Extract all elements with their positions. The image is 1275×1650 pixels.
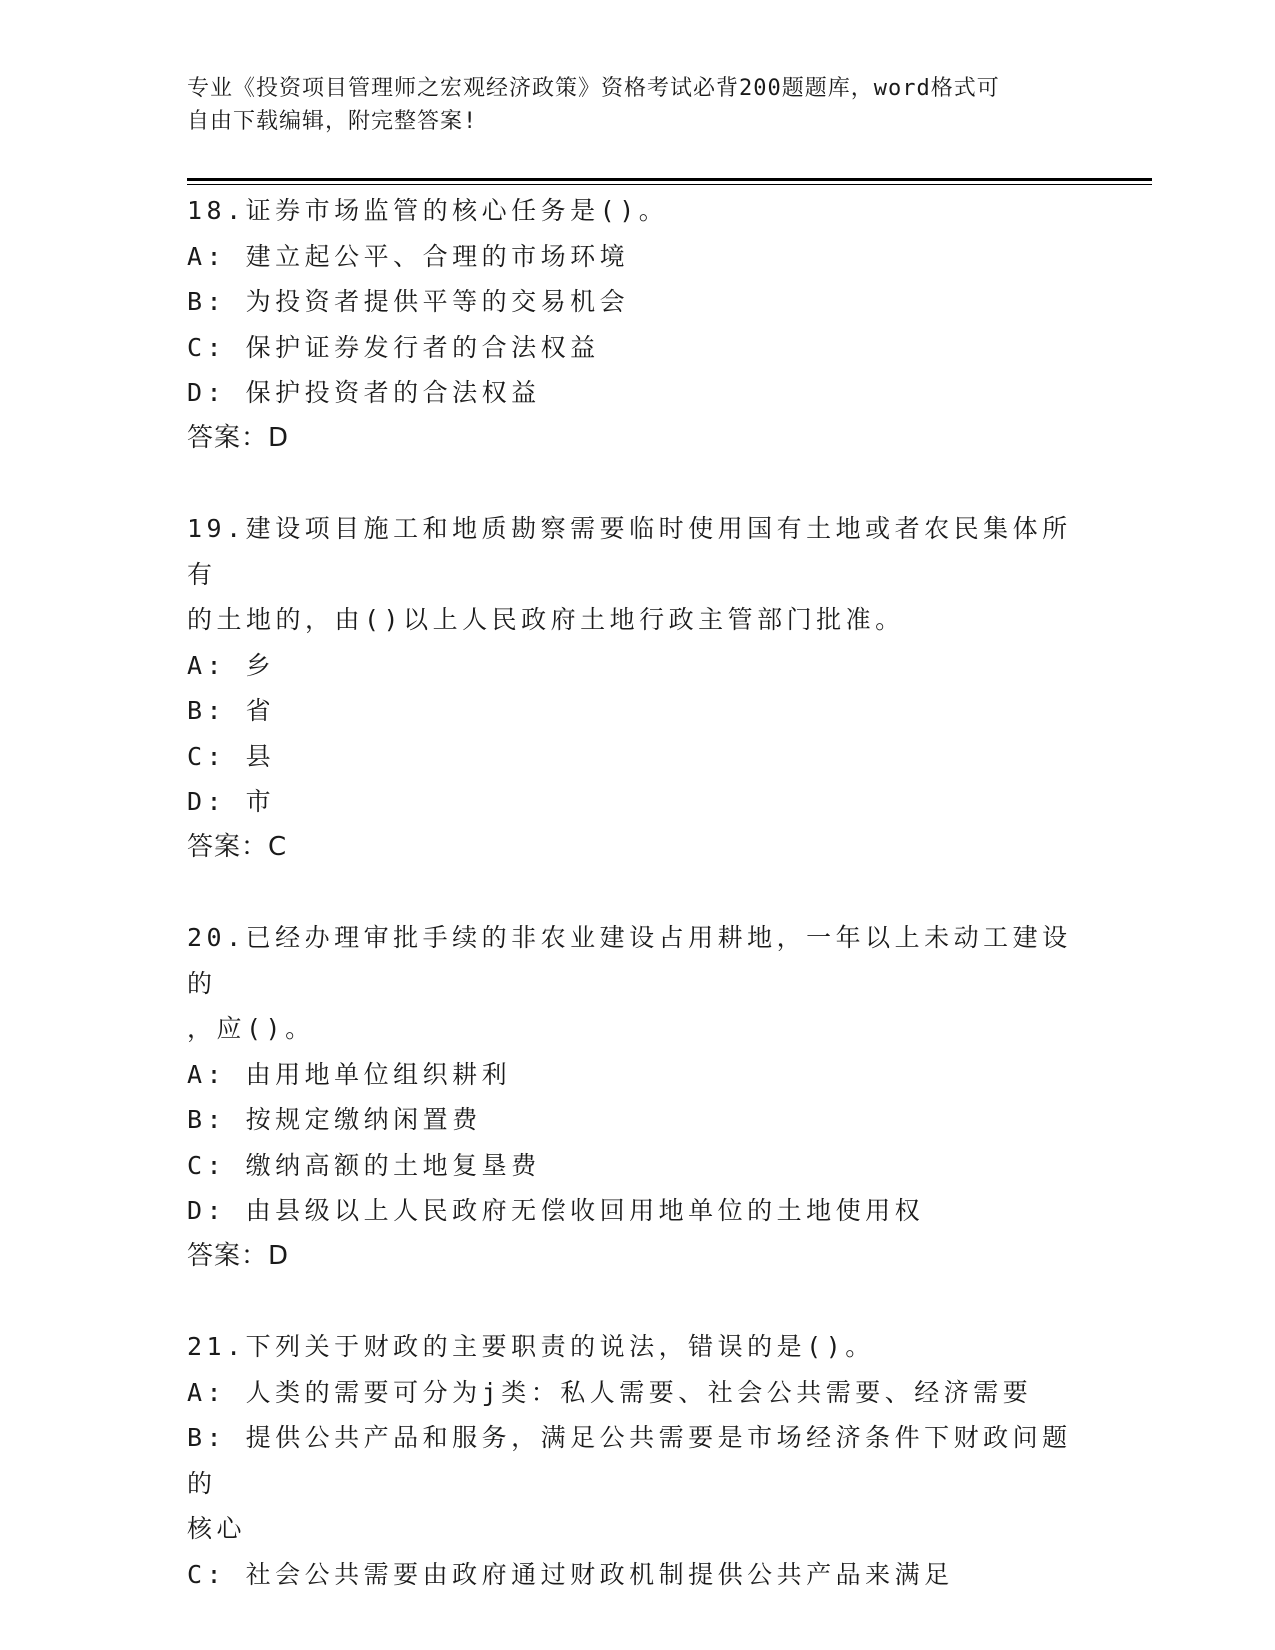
- option-text: 省: [245, 696, 276, 725]
- header-line-1: 专业《投资项目管理师之宏观经济政策》资格考试必背200题题库，word格式可: [187, 76, 1000, 101]
- option-text: 为投资者提供平等的交易机会: [245, 287, 630, 316]
- answer-line: 答案：C: [187, 831, 288, 862]
- option-label: D:: [187, 787, 246, 816]
- question-stem: 19.建设项目施工和地质勘察需要临时使用国有土地或者农民集体所有: [187, 514, 1072, 589]
- question-21: [187, 1324, 1087, 1597]
- option-label: C:: [187, 1559, 246, 1589]
- question-20: [187, 915, 1087, 1279]
- option-c: [187, 1143, 1087, 1189]
- option-label: C:: [187, 332, 246, 362]
- header-divider-thin: [187, 184, 1152, 185]
- option-a: [187, 234, 1087, 280]
- option-b: [187, 279, 1087, 325]
- option-b: [187, 1097, 1087, 1143]
- option-c: [187, 325, 1087, 371]
- option-a: [187, 1052, 1087, 1098]
- option-label: B:: [187, 1105, 246, 1134]
- option-c: [187, 1552, 1087, 1598]
- option-c: [187, 734, 1087, 780]
- option-a: [187, 1370, 1087, 1416]
- question-stem-continued: 的土地的，由()以上人民政府土地行政主管部门批准。: [187, 605, 905, 634]
- option-label: B:: [187, 1423, 246, 1452]
- option-b: [187, 688, 1087, 734]
- header-divider-thick: [187, 178, 1152, 181]
- option-d: [187, 779, 1087, 825]
- option-label: D:: [187, 378, 246, 407]
- question-stem: 20.已经办理审批手续的非农业建设占用耕地，一年以上未动工建设的: [187, 923, 1072, 998]
- option-label: A:: [187, 1377, 246, 1407]
- question-18: [187, 188, 1087, 461]
- question-stem: 21.下列关于财政的主要职责的说法，错误的是()。: [187, 1332, 875, 1361]
- option-text: 县: [245, 741, 276, 771]
- document-header: [187, 72, 1087, 138]
- option-label: A:: [187, 241, 246, 271]
- question-list: [187, 188, 1087, 1597]
- option-text: 保护投资者的合法权益: [245, 378, 541, 407]
- option-text: 由用地单位组织耕利: [245, 1059, 512, 1089]
- answer-line: 答案：D: [187, 422, 290, 453]
- option-label: A:: [187, 1059, 246, 1089]
- option-text: 保护证券发行者的合法权益: [245, 332, 600, 362]
- option-text: 按规定缴纳闲置费: [245, 1105, 482, 1134]
- question-19: [187, 506, 1087, 870]
- option-d: [187, 370, 1087, 416]
- option-text: 核心: [187, 1514, 247, 1543]
- option-text: 人类的需要可分为j类：私人需要、社会公共需要、经济需要: [245, 1377, 1033, 1407]
- option-b: [187, 1415, 1087, 1506]
- option-label: A:: [187, 650, 246, 680]
- question-stem-continued: ，应()。: [187, 1014, 315, 1043]
- option-text: 由县级以上人民政府无偿收回用地单位的土地使用权: [245, 1196, 925, 1225]
- option-label: B:: [187, 287, 246, 316]
- option-text: 建立起公平、合理的市场环境: [245, 241, 630, 271]
- option-label: B:: [187, 696, 246, 725]
- option-b-continued: [187, 1506, 1087, 1552]
- question-stem: 18.证券市场监管的核心任务是()。: [187, 196, 669, 225]
- header-line-2: 自由下载编辑，附完整答案!: [187, 109, 478, 134]
- option-text: 社会公共需要由政府通过财政机制提供公共产品来满足: [245, 1559, 954, 1589]
- option-label: D:: [187, 1196, 246, 1225]
- option-text: 市: [245, 787, 276, 816]
- option-label: C:: [187, 741, 246, 771]
- answer-line: 答案：D: [187, 1240, 290, 1271]
- option-d: [187, 1188, 1087, 1234]
- option-text: 提供公共产品和服务，满足公共需要是市场经济条件下财政问题的: [187, 1423, 1072, 1498]
- option-text: 缴纳高额的土地复垦费: [245, 1150, 541, 1180]
- option-a: [187, 643, 1087, 689]
- option-label: C:: [187, 1150, 246, 1180]
- option-text: 乡: [245, 650, 276, 680]
